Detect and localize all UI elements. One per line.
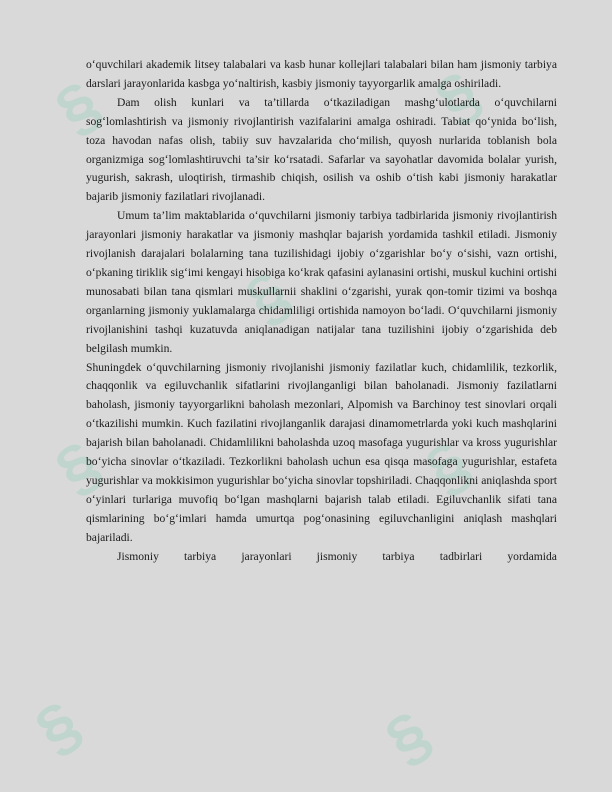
watermark-logo: §	[42, 67, 114, 147]
watermark-logo: §	[372, 697, 444, 777]
word: yordamida	[507, 549, 557, 563]
watermark-logo: §	[412, 427, 484, 507]
paragraph: Umum ta’lim maktablarida o‘quvchilarni jismoniy tarbiya tadbirlarida jismoniy rivojlantirish jarayonlari jismoniy harakatlar va jismoniy mashqlar bajarish yordamida tashkil etiladi. Jismoniy rivojlanish darajalari bolalarning tana tuzilishidagi ijobiy o‘zgarishlar bo‘y o‘sishi, vazn ortishi, o‘pkaning tiriklik sig‘imi kengayi hisobiga ko‘krak qafasini aylanasini ortishi, muskul kuchini ortishi munosabati bilan tana qismlari muskullarnii shaklini o‘zgarishi, yurak qon-tomir tizimi va boshqa organlarning jismoniy yuklamalarga chidamliligi ortishida namoyon bo‘ladi. O‘quvchilarni jismoniy rivojlanishini tashqi kuzatuvda aniqlanadigan natijalar tana tuzilishini ijobiy o‘zgarishida deb belgilash mumkin.	[86, 209, 557, 355]
word: jismoniy	[316, 549, 358, 563]
paragraph: o‘quvchilari akademik litsey talabalari va kasb hunar kollejlari talabalari bilan ham jismoniy tarbiya darslari jarayonlarida kasbga yo‘naltirish, kasbiy jismoniy tayyorgarlik amalga oshiriladi.	[86, 58, 557, 90]
word: tadbirlari	[439, 549, 483, 563]
watermark-logo: §	[42, 427, 114, 507]
paragraph: Dam olish kunlari va ta’tillarda o‘tkaziladigan mashg‘ulotlarda o‘quvchilarni sog‘lomlashtirish va jismoniy rivojlantirish vazifalarini amalga oshiradi. Tabiat qo‘ynida bo‘lish, toza havodan nafas olish, tabiiy suv havzalarida cho‘milish, quyosh nurlarida toblanish bola organizmiga sog‘lomlashtiruvchi ta’sir ko‘rsatadi. Safarlar va sayohatlar davomida bolalar yurish, yugurish, sakrash, uloqtirish, tirmashib chiqish, osilish va oshib o‘tish kabi jismoniy harakatlar bajarib jismoniy fazilatlari rivojlanadi.	[86, 95, 557, 204]
word: tarbiya	[382, 549, 415, 563]
watermark-logo: §	[22, 687, 94, 767]
paragraph: Shuningdek o‘quvchilarning jismoniy rivojlanishi jismoniy fazilatlar kuch, chidamlilik, tezkorlik, chaqqonlik va egiluvchanlik sifatlarini rivojlanganligi bilan baholanadi. Jismoniy fazilatlarni baholash, jismoniy tayyorgarlikni baholash mezonlari, Alpomish va Barchinoy test sinovlari orqali o‘tkazilishi mumkin. Kuch fazilatini rivojlanganlik darajasi dinamometrlarda yoki kuch mashqlarini bajarish bilan baholanadi. Chidamlilikni baholashda uzoq masofaga yugurishlar va kross yugurishlar bo‘yicha sinovlar o‘tkaziladi. Tezkorlikni baholash uchun esa qisqa masofaga yugurishlar, estafeta yugurishlar va mokkisimon yugurishlar bo‘yicha sinovlar topshiriladi. Chaqqonlikni aniqlashda sport o‘yinlari turlariga muvofiq bo‘lgan mashqlarni bajarish talab etiladi. Egiluvchanlik sifati tana qismlarining bo‘g‘imlari hamda umurtqa pog‘onasining egiluvchanligini aniqlash mashqlari bajariladi.	[86, 360, 557, 544]
word: Jismoniy	[117, 549, 159, 563]
paragraph-last-line	[86, 548, 557, 567]
document-body	[86, 56, 557, 566]
watermark-logo: §	[232, 257, 304, 337]
word: jarayonlari	[241, 549, 292, 563]
word: tarbiya	[184, 549, 217, 563]
watermark-logo: §	[422, 57, 494, 137]
